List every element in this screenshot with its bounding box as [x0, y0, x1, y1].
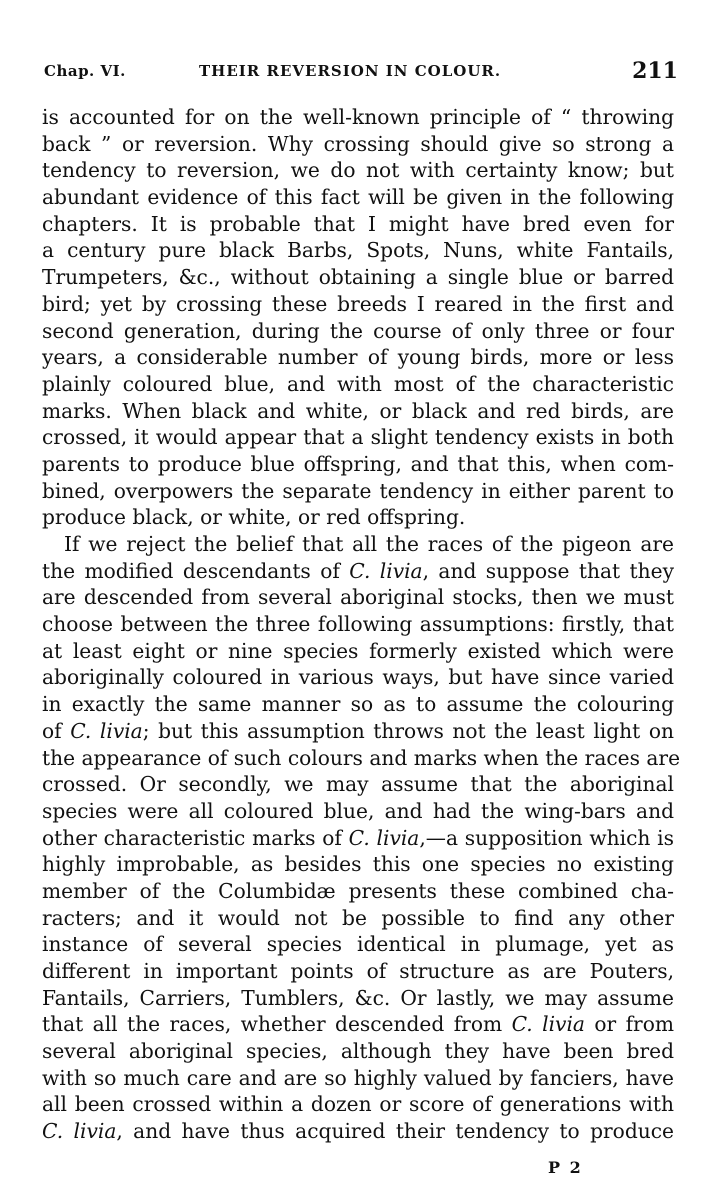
page-number: 211: [632, 58, 678, 84]
text-line: species were all coloured blue, and had the wing-bars and: [42, 798, 674, 823]
text-line: second generation, during the course of only three or four: [42, 318, 674, 343]
text-line: instance of several species identical in plumage, yet as: [42, 932, 674, 957]
text-line: chapters. It is probable that I might have bred even for: [42, 211, 674, 236]
text-line: highly improbable, as besides this one species no existing: [42, 852, 674, 877]
text-line: all been crossed within a dozen or score of generations with: [42, 1092, 674, 1117]
text-line: of C. livia; but this assumption throws not the least light on: [42, 718, 674, 743]
text-line: If we reject the belief that all the races of the pigeon are: [64, 532, 674, 556]
text-line: produce black, or white, or red offspring.: [42, 505, 466, 530]
text-line: racters; and it would not be possible to find any other: [42, 905, 674, 930]
text-line: years, a considerable number of young birds, more or less: [42, 345, 674, 370]
text-line: at least eight or nine species formerly existed which were: [42, 638, 674, 663]
text-line: that all the races, whether descended from C. livia or from: [42, 1012, 674, 1037]
text-line: tendency to reversion, we do not with certainty know; but: [42, 158, 674, 183]
paragraph: [42, 104, 674, 531]
text-line: Fantails, Carriers, Tumblers, &c. Or lastly, we may assume: [42, 985, 674, 1010]
text-line: marks. When black and white, or black and red birds, are: [42, 398, 674, 423]
text-line: different in important points of structure as are Pouters,: [42, 959, 674, 983]
text-line: parents to produce blue offspring, and that this, when com-: [42, 451, 674, 476]
text-line: plainly coloured blue, and with most of the characteristic: [42, 371, 674, 396]
text-line: Trumpeters, &c., without obtaining a single blue or barred: [42, 265, 674, 290]
text-line: are descended from several aboriginal stocks, then we must: [42, 585, 674, 610]
signature-mark: P 2: [548, 1158, 583, 1177]
chapter-label: Chap. VI.: [44, 62, 126, 80]
text-line: bird; yet by crossing these breeds I reared in the first and: [42, 291, 674, 316]
text-line: crossed. Or secondly, we may assume that the aboriginal: [42, 772, 674, 797]
text-line: member of the Columbidæ presents these combined cha-: [42, 878, 674, 903]
text-line: bined, overpowers the separate tendency in either parent to: [42, 478, 674, 503]
running-title: THEIR REVERSION IN COLOUR.: [199, 62, 502, 80]
body-text: [42, 104, 681, 1145]
text-line: aboriginally coloured in various ways, but have since varied: [42, 665, 674, 690]
text-line: back ” or reversion. Why crossing should give so strong a: [42, 131, 674, 156]
text-line: several aboriginal species, although they have been bred: [42, 1039, 674, 1064]
text-line: other characteristic marks of C. livia,—a supposition which is: [42, 825, 674, 850]
text-line: the appearance of such colours and marks when the races are: [42, 745, 681, 770]
text-line: the modified descendants of C. livia, and suppose that they: [42, 558, 674, 583]
text-line: is accounted for on the well-known principle of “ throwing: [42, 105, 674, 129]
running-header: [44, 58, 678, 92]
text-line: with so much care and are so highly valued by fanciers, have: [42, 1065, 674, 1090]
text-line: choose between the three following assumptions: firstly, that: [42, 612, 674, 637]
text-line: crossed, it would appear that a slight tendency exists in both: [42, 425, 674, 450]
paragraph: [42, 531, 681, 1145]
text-line: abundant evidence of this fact will be given in the following: [42, 185, 674, 210]
text-line: a century pure black Barbs, Spots, Nuns, white Fantails,: [42, 238, 674, 263]
text-line: C. livia, and have thus acquired their tendency to produce: [42, 1119, 674, 1144]
text-line: in exactly the same manner so as to assume the colouring: [42, 692, 674, 717]
